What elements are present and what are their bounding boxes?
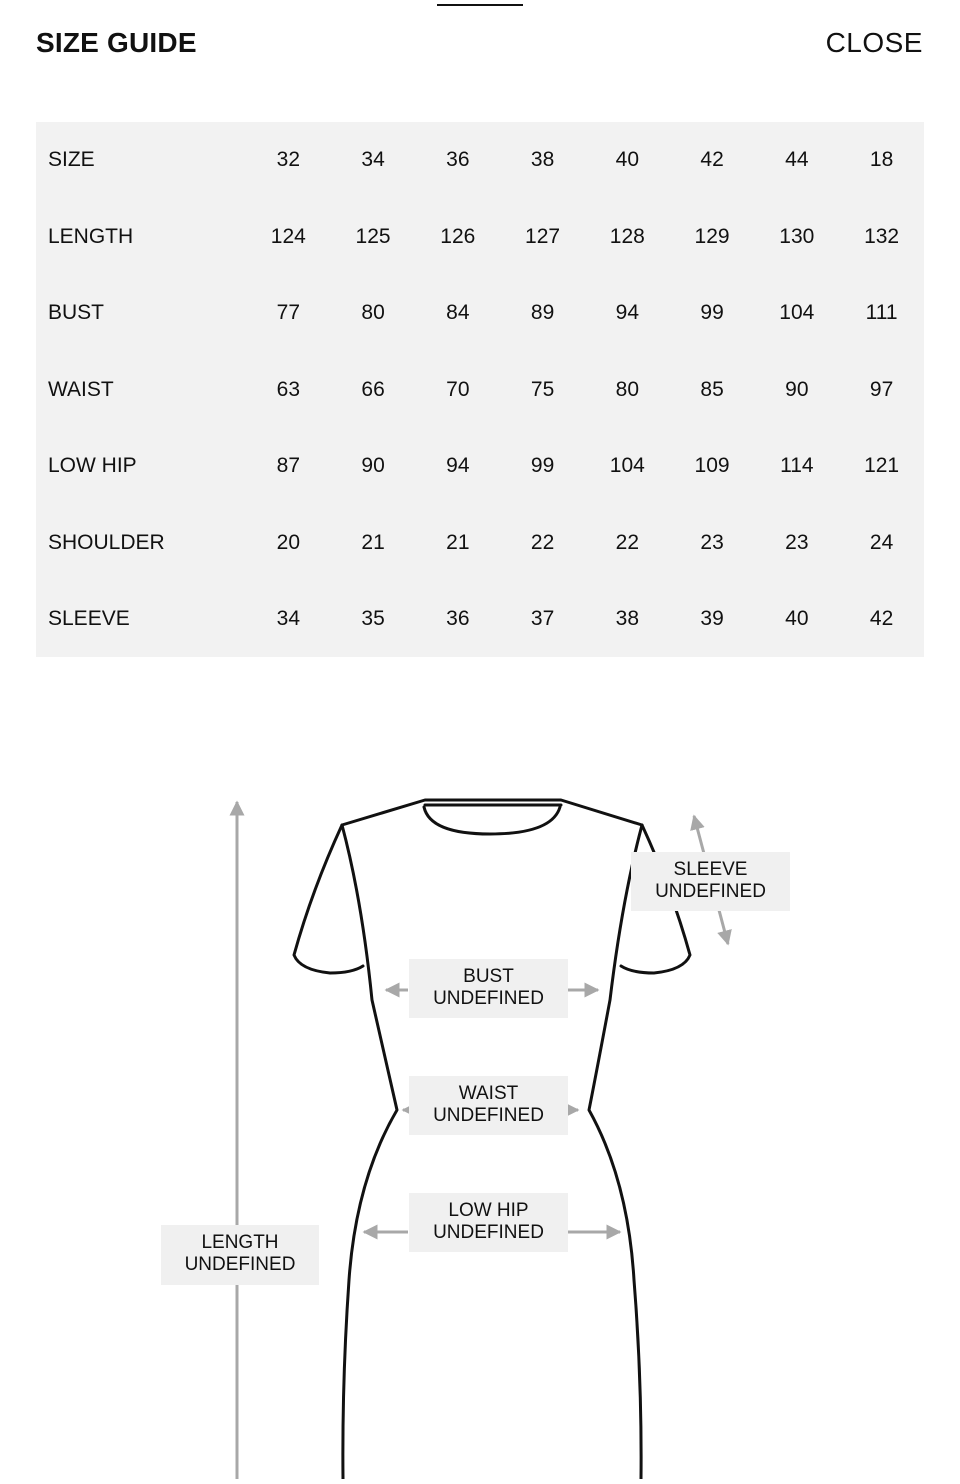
table-cell: 18 bbox=[869, 148, 894, 172]
table-cell: 99 bbox=[530, 454, 555, 478]
table-cell: 85 bbox=[700, 377, 724, 401]
table-cell: 129 bbox=[694, 224, 730, 248]
table-cell: 99 bbox=[700, 301, 724, 325]
row-label: WAIST bbox=[48, 377, 114, 401]
table-cell: 42 bbox=[869, 607, 894, 631]
table-cell: 121 bbox=[864, 454, 900, 478]
table-row bbox=[36, 122, 924, 199]
size-table-container bbox=[36, 122, 924, 657]
table-cell: 22 bbox=[615, 530, 639, 554]
row-label: SLEEVE bbox=[48, 607, 130, 631]
sleeve-label-value: UNDEFINED bbox=[655, 881, 766, 902]
table-cell: 111 bbox=[865, 301, 898, 325]
row-label: BUST bbox=[48, 301, 105, 325]
table-cell: 40 bbox=[785, 607, 809, 631]
table-row bbox=[36, 199, 924, 276]
table-cell: 22 bbox=[530, 530, 555, 554]
table-cell: 87 bbox=[276, 454, 300, 478]
length-label-value: UNDEFINED bbox=[184, 1254, 296, 1275]
table-cell: 38 bbox=[615, 607, 639, 631]
table-row bbox=[36, 275, 924, 352]
table-row bbox=[36, 352, 924, 429]
row-label: SHOULDER bbox=[48, 530, 165, 554]
drag-handle[interactable] bbox=[437, 4, 523, 6]
table-cell: 39 bbox=[700, 607, 724, 631]
table-cell: 84 bbox=[446, 301, 470, 325]
row-label: SIZE bbox=[48, 148, 95, 172]
sleeve-label-name: SLEEVE bbox=[673, 859, 748, 880]
table-cell: 23 bbox=[700, 530, 724, 554]
table-cell: 75 bbox=[530, 377, 555, 401]
low-hip-label-name: LOW HIP bbox=[448, 1200, 529, 1221]
table-cell: 63 bbox=[276, 377, 300, 401]
table-cell: 97 bbox=[869, 377, 894, 401]
page-title: SIZE GUIDE bbox=[36, 27, 197, 58]
table-cell: 36 bbox=[446, 607, 470, 631]
table-row bbox=[36, 428, 924, 505]
table-cell: 40 bbox=[615, 148, 639, 172]
table-cell: 23 bbox=[785, 530, 809, 554]
table-cell: 21 bbox=[361, 530, 385, 554]
table-cell: 125 bbox=[355, 224, 391, 248]
table-cell: 35 bbox=[361, 607, 385, 631]
measurement-diagram bbox=[0, 760, 960, 1479]
row-label: LOW HIP bbox=[48, 454, 137, 478]
table-cell: 128 bbox=[609, 224, 645, 248]
table-cell: 130 bbox=[779, 224, 815, 248]
bust-label bbox=[409, 959, 568, 1018]
table-cell: 127 bbox=[525, 224, 561, 248]
table-cell: 89 bbox=[530, 301, 555, 325]
table-cell: 21 bbox=[446, 530, 470, 554]
size-table bbox=[36, 122, 924, 658]
waist-label bbox=[409, 1076, 568, 1135]
table-cell: 109 bbox=[694, 454, 730, 478]
table-cell: 34 bbox=[276, 607, 300, 631]
table-cell: 37 bbox=[530, 607, 555, 631]
table-cell: 80 bbox=[615, 377, 639, 401]
low-hip-label bbox=[409, 1193, 568, 1252]
close-button[interactable]: CLOSE bbox=[825, 27, 923, 58]
table-cell: 124 bbox=[270, 224, 306, 248]
table-cell: 66 bbox=[361, 377, 385, 401]
table-cell: 70 bbox=[446, 377, 470, 401]
table-cell: 94 bbox=[615, 301, 639, 325]
low-hip-label-value: UNDEFINED bbox=[433, 1222, 544, 1243]
table-cell: 132 bbox=[864, 224, 900, 248]
sleeve-label bbox=[631, 852, 790, 911]
table-cell: 104 bbox=[779, 301, 815, 325]
table-cell: 36 bbox=[446, 148, 470, 172]
table-cell: 94 bbox=[446, 454, 470, 478]
table-cell: 90 bbox=[785, 377, 809, 401]
table-cell: 32 bbox=[276, 148, 300, 172]
table-cell: 20 bbox=[276, 530, 300, 554]
waist-label-value: UNDEFINED bbox=[433, 1105, 544, 1126]
table-cell: 38 bbox=[530, 148, 555, 172]
row-label: LENGTH bbox=[48, 224, 134, 248]
table-cell: 114 bbox=[780, 454, 814, 478]
table-cell: 126 bbox=[440, 224, 476, 248]
length-label-name: LENGTH bbox=[201, 1232, 279, 1253]
bust-label-value: UNDEFINED bbox=[433, 988, 544, 1009]
table-cell: 90 bbox=[361, 454, 385, 478]
table-cell: 42 bbox=[700, 148, 724, 172]
table-cell: 44 bbox=[785, 148, 809, 172]
waist-label-name: WAIST bbox=[458, 1083, 519, 1104]
table-cell: 77 bbox=[276, 301, 300, 325]
table-cell: 104 bbox=[609, 454, 645, 478]
length-label bbox=[161, 1225, 319, 1285]
bust-label-name: BUST bbox=[463, 966, 514, 987]
table-row bbox=[36, 505, 924, 582]
table-cell: 24 bbox=[869, 530, 894, 554]
table-row bbox=[36, 581, 924, 658]
table-cell: 34 bbox=[361, 148, 385, 172]
table-cell: 80 bbox=[361, 301, 385, 325]
